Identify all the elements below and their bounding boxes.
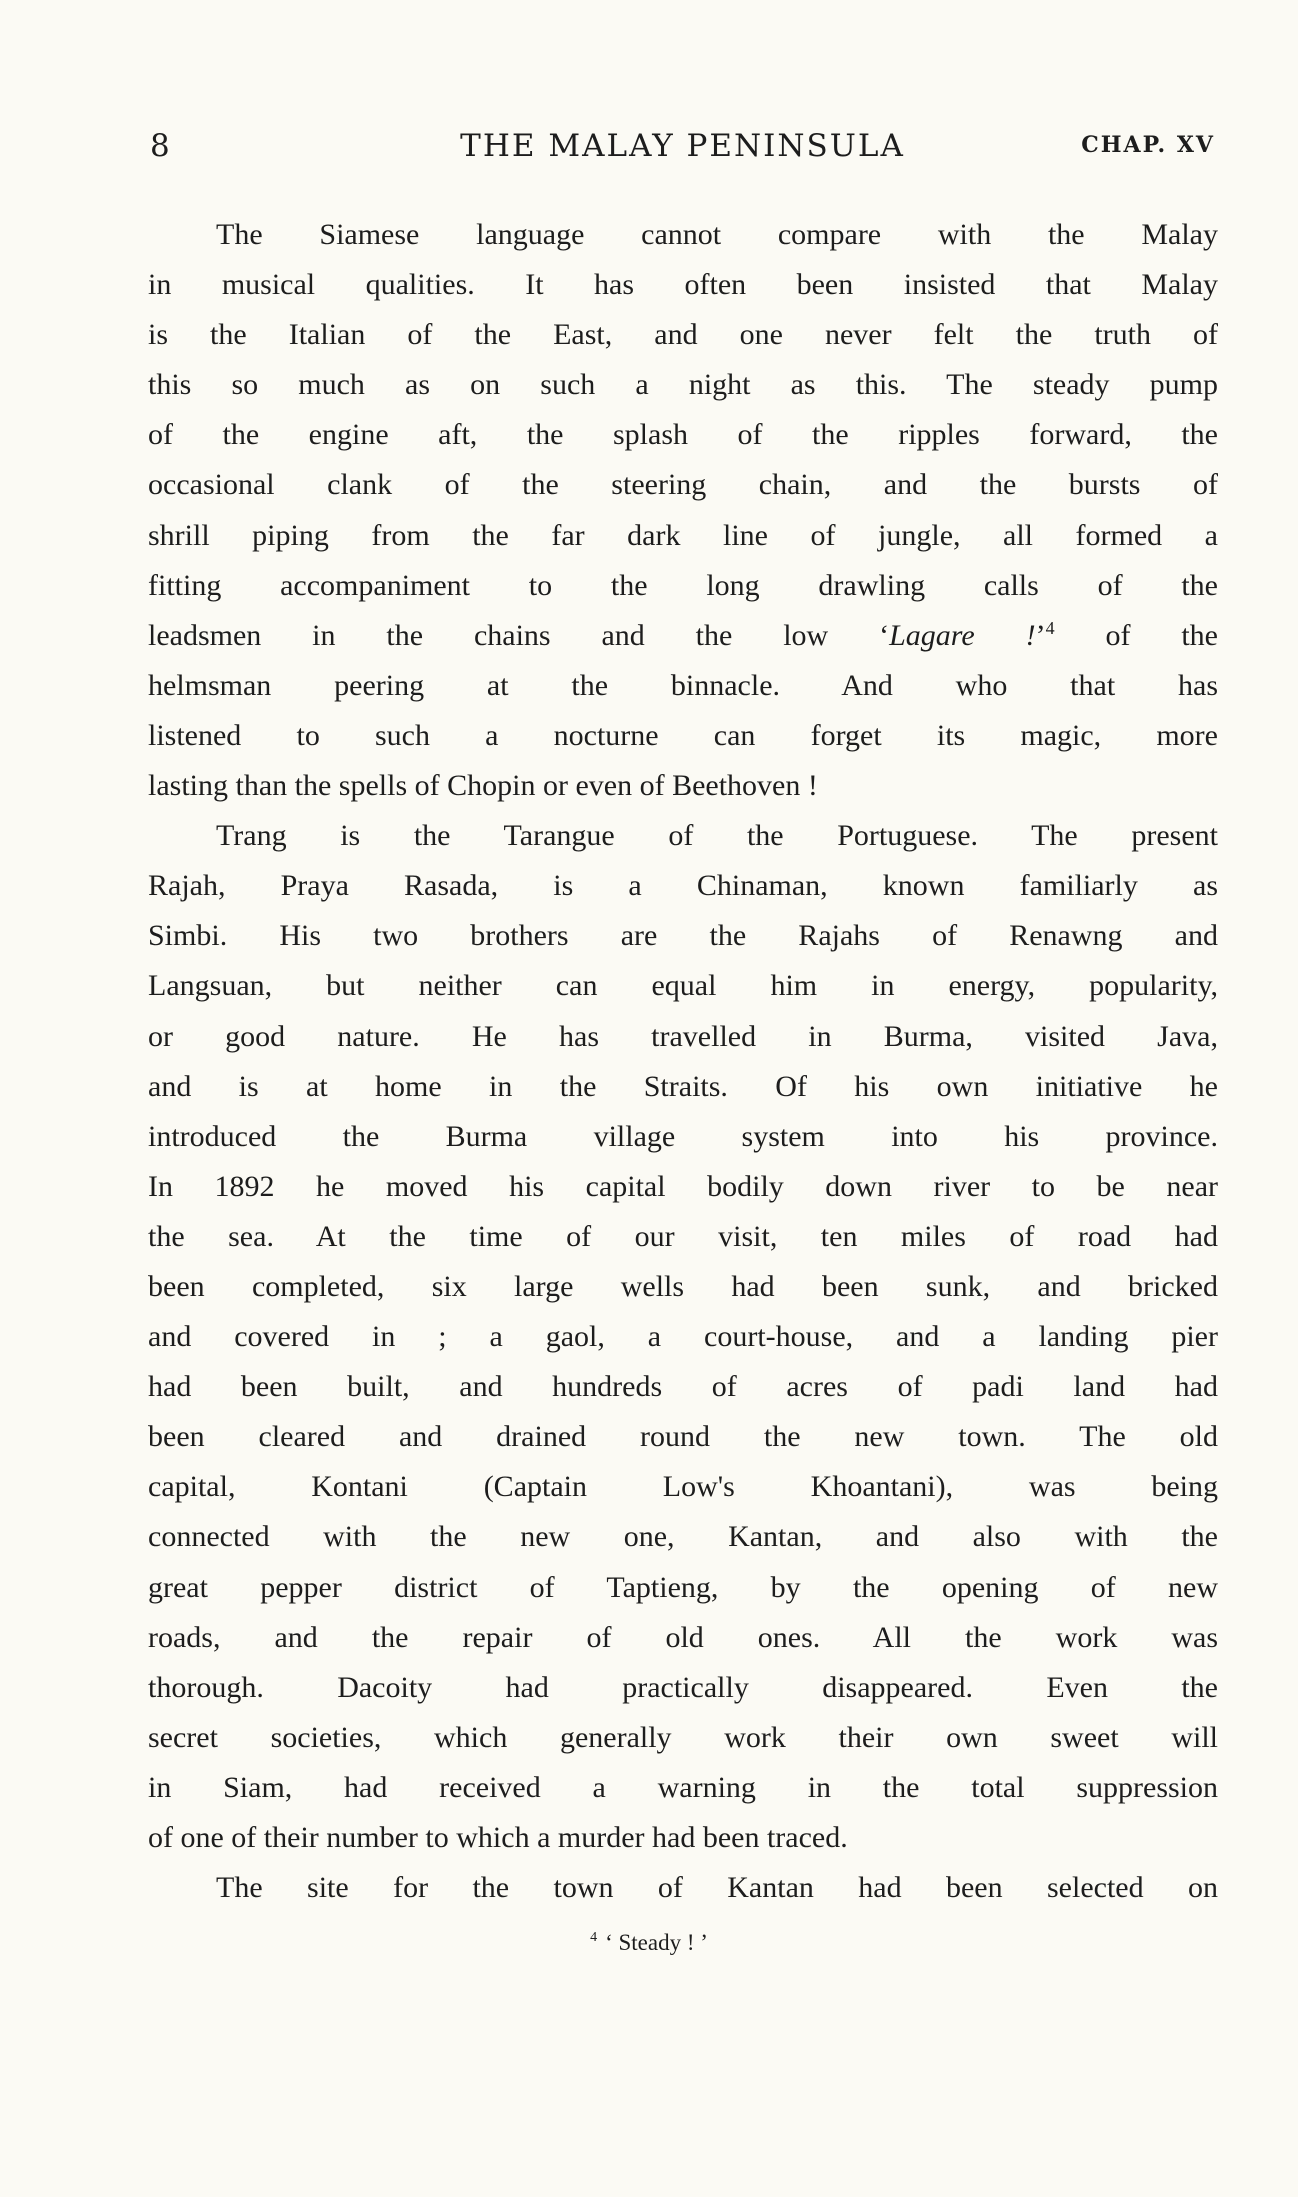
text-line: introduced the Burma village system into his province. bbox=[148, 1119, 1218, 1153]
body-text bbox=[148, 210, 1218, 1913]
text-segment: leadsmen in the chains and the low bbox=[148, 618, 829, 652]
page-number: 8 bbox=[150, 128, 171, 164]
text-segment: of the bbox=[1105, 618, 1218, 652]
text-line: shrill piping from the far dark line of jungle, all formed a bbox=[148, 518, 1218, 552]
footnote-reference: 4 bbox=[1045, 617, 1055, 638]
close-quote: ’ bbox=[1035, 618, 1046, 652]
text-line: The Siamese language cannot compare with the Malay bbox=[216, 218, 1218, 251]
text-line: had been built, and hundreds of acres of padi land had bbox=[148, 1370, 1218, 1404]
text-line: the sea. At the time of our visit, ten miles of road had bbox=[148, 1219, 1218, 1253]
text-line: thorough. Dacoity had practically disappeared. Even the bbox=[148, 1670, 1218, 1704]
text-line: connected with the new one, Kantan, and also with the bbox=[148, 1520, 1218, 1554]
open-quote: ‘ bbox=[879, 618, 890, 652]
footnote bbox=[0, 1930, 1298, 1956]
text-line: Trang is the Tarangue of the Portuguese. The present bbox=[216, 819, 1218, 853]
text-line: roads, and the repair of old ones. All the work was bbox=[148, 1620, 1218, 1654]
text-line: been completed, six large wells had been sunk, and bricked bbox=[148, 1269, 1218, 1303]
text-line: Langsuan, but neither can equal him in energy, popularity, bbox=[148, 969, 1218, 1003]
text-line: capital, Kontani (Captain Low's Khoantani), was being bbox=[148, 1470, 1218, 1504]
text-line-with-note bbox=[148, 611, 1218, 661]
text-line: secret societies, which generally work their own sweet will bbox=[148, 1720, 1218, 1754]
text-line: In 1892 he moved his capital bodily down river to be near bbox=[148, 1169, 1218, 1203]
book-title: THE MALAY PENINSULA bbox=[460, 128, 905, 164]
text-line: in musical qualities. It has often been insisted that Malay bbox=[148, 268, 1218, 302]
text-line: helmsman peering at the binnacle. And who that has bbox=[148, 668, 1218, 702]
text-line: The site for the town of Kantan had been selected on bbox=[216, 1871, 1218, 1905]
italic-phrase: Lagare ! bbox=[889, 618, 1036, 652]
text-line: occasional clank of the steering chain, and the bursts of bbox=[148, 468, 1218, 502]
footnote-text: ‘ Steady ! ’ bbox=[605, 1930, 708, 1955]
text-line: lasting than the spells of Chopin or even of Beethoven ! bbox=[148, 769, 818, 803]
text-line: of one of their number to which a murder had been traced. bbox=[148, 1821, 848, 1854]
text-line: been cleared and drained round the new town. The old bbox=[148, 1420, 1218, 1454]
text-line: great pepper district of Taptieng, by the opening of new bbox=[148, 1570, 1218, 1604]
text-line: and covered in ; a gaol, a court-house, and a landing pier bbox=[148, 1320, 1218, 1354]
text-line: of the engine aft, the splash of the ripples forward, the bbox=[148, 418, 1218, 452]
text-line: fitting accompaniment to the long drawling calls of the bbox=[148, 568, 1218, 602]
text-line: in Siam, had received a warning in the total suppression bbox=[148, 1770, 1218, 1804]
text-line: or good nature. He has travelled in Burma, visited Java, bbox=[148, 1019, 1218, 1053]
text-line: Simbi. His two brothers are the Rajahs of Renawng and bbox=[148, 919, 1218, 953]
footnote-marker: 4 bbox=[590, 1930, 598, 1946]
chapter-label: CHAP. XV bbox=[1081, 132, 1215, 158]
running-head bbox=[150, 128, 1215, 172]
text-line: and is at home in the Straits. Of his own initiative he bbox=[148, 1069, 1218, 1103]
text-line: this so much as on such a night as this. The steady pump bbox=[148, 368, 1218, 402]
text-line: is the Italian of the East, and one never felt the truth of bbox=[148, 318, 1218, 352]
text-line: listened to such a nocturne can forget its magic, more bbox=[148, 718, 1218, 752]
text-line: Rajah, Praya Rasada, is a Chinaman, known familiarly as bbox=[148, 869, 1218, 903]
